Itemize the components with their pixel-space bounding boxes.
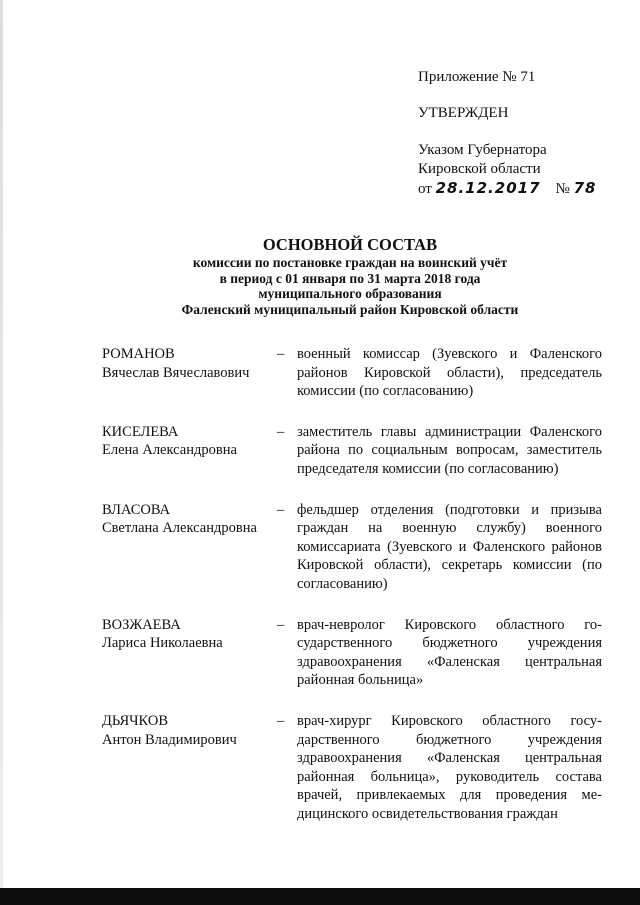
date-prefix: от <box>418 181 432 197</box>
title-line-1: комиссии по постановке граждан на воинский учёт <box>192 255 508 270</box>
title-main: ОСНОВНОЙ СОСТАВ <box>262 235 438 254</box>
title-line-4: Фаленский муниципальный район Кировской области <box>181 301 519 317</box>
handwritten-number: 78 <box>573 179 597 197</box>
member-surname: ВЛАСОВА <box>102 501 171 518</box>
number-prefix: № <box>555 181 570 197</box>
scan-edge <box>0 0 3 905</box>
member-given-name: Антон Владимирович <box>102 731 237 748</box>
member-entry <box>102 345 602 401</box>
member-dash: – <box>277 616 285 633</box>
member-given-name: Светлана Александровна <box>102 520 257 537</box>
member-dash: – <box>277 501 285 518</box>
member-role: заместитель главы администрации Фаленского района по социальным вопросам, заместитель председателя комиссии (по согласованию) <box>297 423 602 477</box>
document-title <box>60 235 640 317</box>
title-line-3: муниципального образования <box>258 286 442 301</box>
member-surname: ВОЗЖАЕВА <box>102 616 181 633</box>
member-surname: РОМАНОВ <box>102 346 175 362</box>
title-line-2: в период с 01 января по 31 марта 2018 года <box>219 270 481 286</box>
member-dash: – <box>277 712 285 729</box>
member-role: врач-невролог Кировского областного государственного бюджетного учреждения здравоохранения «Фаленская центральная районная больница» <box>297 616 602 689</box>
member-role: военный комиссар (Зуевского и Фаленского районов Кировской области), председатель комиссии (по согласованию) <box>297 346 602 400</box>
decree-line-1: Указом Губернатора <box>418 142 547 158</box>
member-name <box>102 616 277 690</box>
member-role: врач-хирург Кировского областного государственного бюджетного учреждения здравоохранения «Фаленская центральная районная больница», руководитель состава врачей, привлекаемых для проведения медицинского освидетельствования граждан <box>297 712 602 822</box>
decree-line-2: Кировской области <box>418 161 541 177</box>
member-given-name: Лариса Николаевна <box>102 635 223 652</box>
member-surname: КИСЕЛЕВА <box>102 423 179 440</box>
member-name <box>102 345 277 401</box>
member-entry <box>102 423 602 479</box>
scan-bottom-bar <box>0 888 640 905</box>
member-entry <box>102 712 602 824</box>
decree-date-line <box>418 179 596 199</box>
member-dash: – <box>277 346 285 362</box>
approved-label: УТВЕРЖДЕН <box>418 105 509 121</box>
member-dash: – <box>277 423 285 440</box>
member-entry <box>102 501 602 594</box>
approval-stamp-block <box>418 68 596 199</box>
member-role: фельдшер отделения (подготовки и призыва граждан на военную службу) военного комиссариата (Зуевского и Фаленского районов Кировской области), секретарь комиссии (по согласованию) <box>297 501 602 592</box>
member-given-name: Елена Александровна <box>102 442 237 459</box>
appendix-number: Приложение № 71 <box>418 69 536 85</box>
handwritten-date: 28.12.2017 <box>435 179 541 197</box>
member-entry <box>102 616 602 690</box>
member-surname: ДЬЯЧКОВ <box>102 712 168 729</box>
member-name <box>102 423 277 479</box>
member-given-name: Вячеслав Вячеславович <box>102 364 250 381</box>
members-list <box>102 345 602 845</box>
member-name <box>102 501 277 594</box>
member-name <box>102 712 277 824</box>
